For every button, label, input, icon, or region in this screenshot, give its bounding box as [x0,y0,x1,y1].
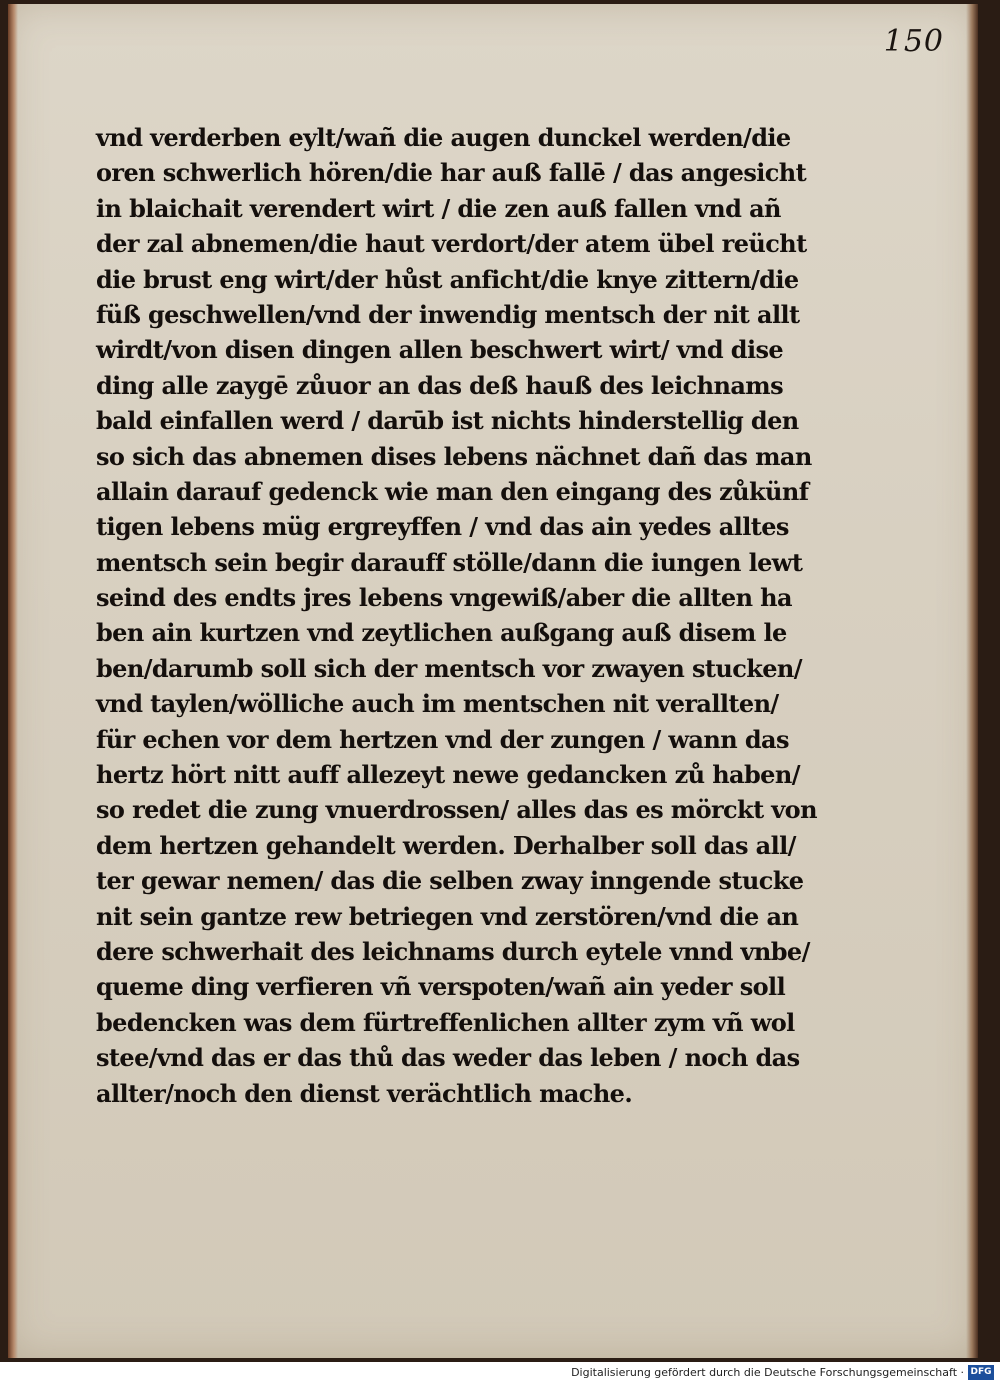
text-line: vnd verderben eylt/wañ die augen dunckel werden/die [96,123,791,152]
text-line: füß geschwellen/vnd der inwendig mentsch der nit allt [96,299,800,329]
text-line: dere schwerhait des leichnams durch eytele vnnd vnbe/ [96,936,810,966]
digitization-footer [0,1362,1000,1385]
text-line: dem hertzen gehandelt werden. Derhalber soll das all/ [96,830,796,860]
text-line: nit sein gantze rew betriegen vnd zerstören/vnd die an [96,901,799,931]
text-line: allain darauf gedenck wie man den eingang des zůkünf [96,476,809,506]
text-line: der zal abnemen/die haut verdort/der atem übel reücht [96,229,807,259]
text-line: mentsch sein begir darauff stölle/dann die iungen lewt [96,547,803,577]
text-line: stee/vnd das er das thů das weder das leben / noch das [96,1043,800,1073]
text-line: tigen lebens müg ergreyffen / vnd das ain yedes alltes [96,512,789,542]
text-line: oren schwerlich hören/die har auß fallē / das angesicht [96,158,807,188]
folio-number: 150 [883,24,944,59]
text-line: in blaichait verendert wirt / die zen auß fallen vnd añ [96,193,781,223]
text-line: ben/darumb soll sich der mentsch vor zwayen stucken/ [96,653,802,683]
funding-credit: Digitalisierung gefördert durch die Deutsche Forschungsgemeinschaft · [571,1366,964,1379]
text-line: ben ain kurtzen vnd zeytlichen außgang auß disem le [96,618,787,648]
text-line: queme ding verfieren vñ verspoten/wañ ain yeder soll [96,972,786,1002]
text-line: vnd taylen/wölliche auch im mentschen nit verallten/ [96,689,779,719]
page-right-edge [966,4,978,1358]
page-left-edge [8,4,18,1358]
book-page [8,4,978,1358]
text-line: ding alle zaygē zůuor an das deß hauß des leichnams [96,370,783,400]
text-line: bald einfallen werd / darūb ist nichts hinderstellig den [96,406,799,436]
text-line: hertz hört nitt auff allezeyt newe gedancken zů haben/ [96,760,800,790]
dfg-logo[interactable]: DFG [968,1365,994,1380]
text-line: so redet die zung vnuerdrossen/ alles das es mörckt von [96,795,817,825]
text-line: ter gewar nemen/ das die selben zway inngende stucke [96,866,804,896]
text-line: allter/noch den dienst verächtlich mache. [96,1078,633,1108]
text-line: die brust eng wirt/der hůst anficht/die knye zittern/die [96,264,799,294]
text-line: seind des endts jres lebens vngewiß/aber die allten ha [96,583,792,613]
text-block [96,120,816,1111]
text-line: wirdt/von disen dingen allen beschwert wirt/ vnd dise [96,335,784,365]
text-line: so sich das abnemen dises lebens nächnet dañ das man [96,441,812,471]
text-line: bedencken was dem fürtreffenlichen allter zym vñ wol [96,1007,795,1037]
text-line: für echen vor dem hertzen vnd der zungen / wann das [96,724,789,754]
